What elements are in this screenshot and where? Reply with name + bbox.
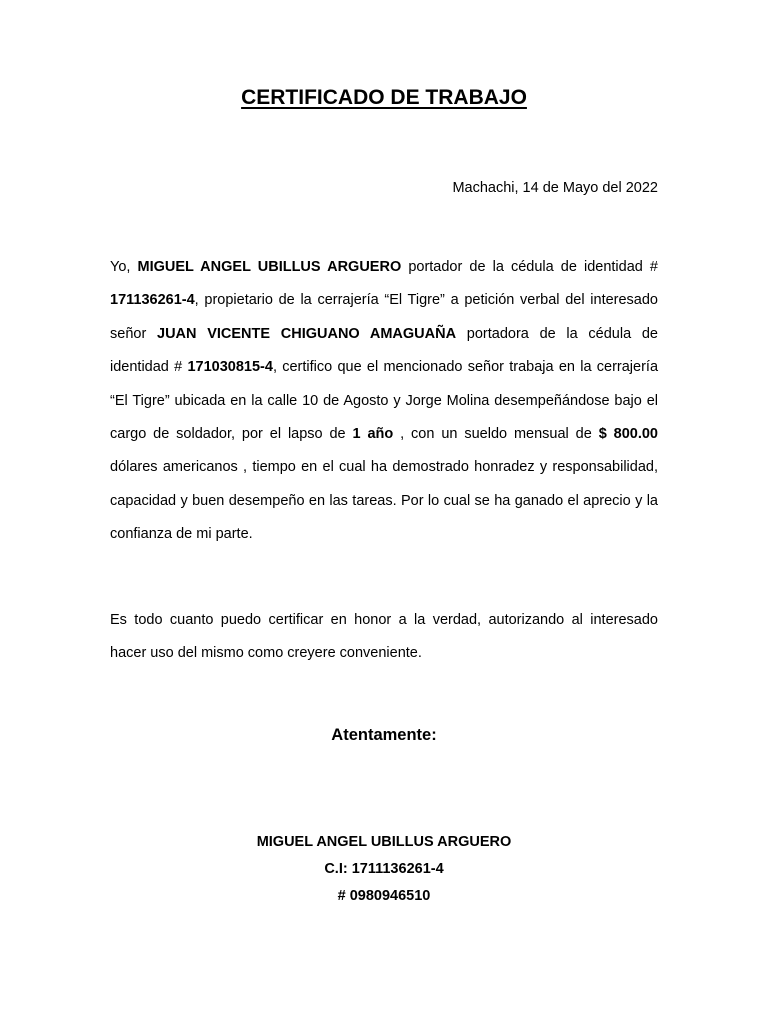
body-paragraph-1 <box>110 251 658 552</box>
body-text: , propietario de la cerrajería “El Tigre” a petición verbal del interesado señor <box>110 292 658 342</box>
body-text: Yo, <box>110 259 138 275</box>
signature-id: C.I: 1711136261-4 <box>324 861 444 877</box>
body-text: dólares americanos , tiempo en el cual ha demostrado honradez y responsabilidad, capacidad y buen desempeño en las tareas. Por lo cual se ha ganado el aprecio y la confianza de mi parte. <box>110 459 658 543</box>
body-text: , certifico que el mencionado señor trabaja en la cerrajería “El Tigre” ubicada en la calle 10 de Agosto y Jorge Molina desempeñándose bajo el cargo de soldador, por el lapso de <box>110 359 659 443</box>
body-text: portador de la cédula de identidad # <box>401 259 658 275</box>
employment-duration: 1 año <box>352 426 394 443</box>
employee-id-number: 171030815-4 <box>187 359 273 376</box>
body-paragraph-2: Es todo cuanto puedo certificar en honor a la verdad, autorizando al interesado hacer uso del mismo como creyere conveniente. <box>110 612 658 662</box>
issuer-name: MIGUEL ANGEL UBILLUS ARGUERO <box>137 259 402 275</box>
place-date: Machachi, 14 de Mayo del 2022 <box>452 180 658 196</box>
employee-name: JUAN VICENTE CHIGUANO AMAGUAÑA <box>157 325 457 342</box>
body-text: portadora de la cédula de identidad # <box>110 325 658 376</box>
closing-salutation: Atentamente: <box>331 726 437 744</box>
signature-name: MIGUEL ANGEL UBILLUS ARGUERO <box>256 834 512 850</box>
document-title: CERTIFICADO DE TRABAJO <box>241 86 527 109</box>
monthly-salary: $ 800.00 <box>598 426 658 443</box>
body-text: , con un sueldo mensual de <box>393 426 599 443</box>
issuer-id-number: 171136261-4 <box>110 292 195 309</box>
signature-phone: # 0980946510 <box>337 888 431 904</box>
